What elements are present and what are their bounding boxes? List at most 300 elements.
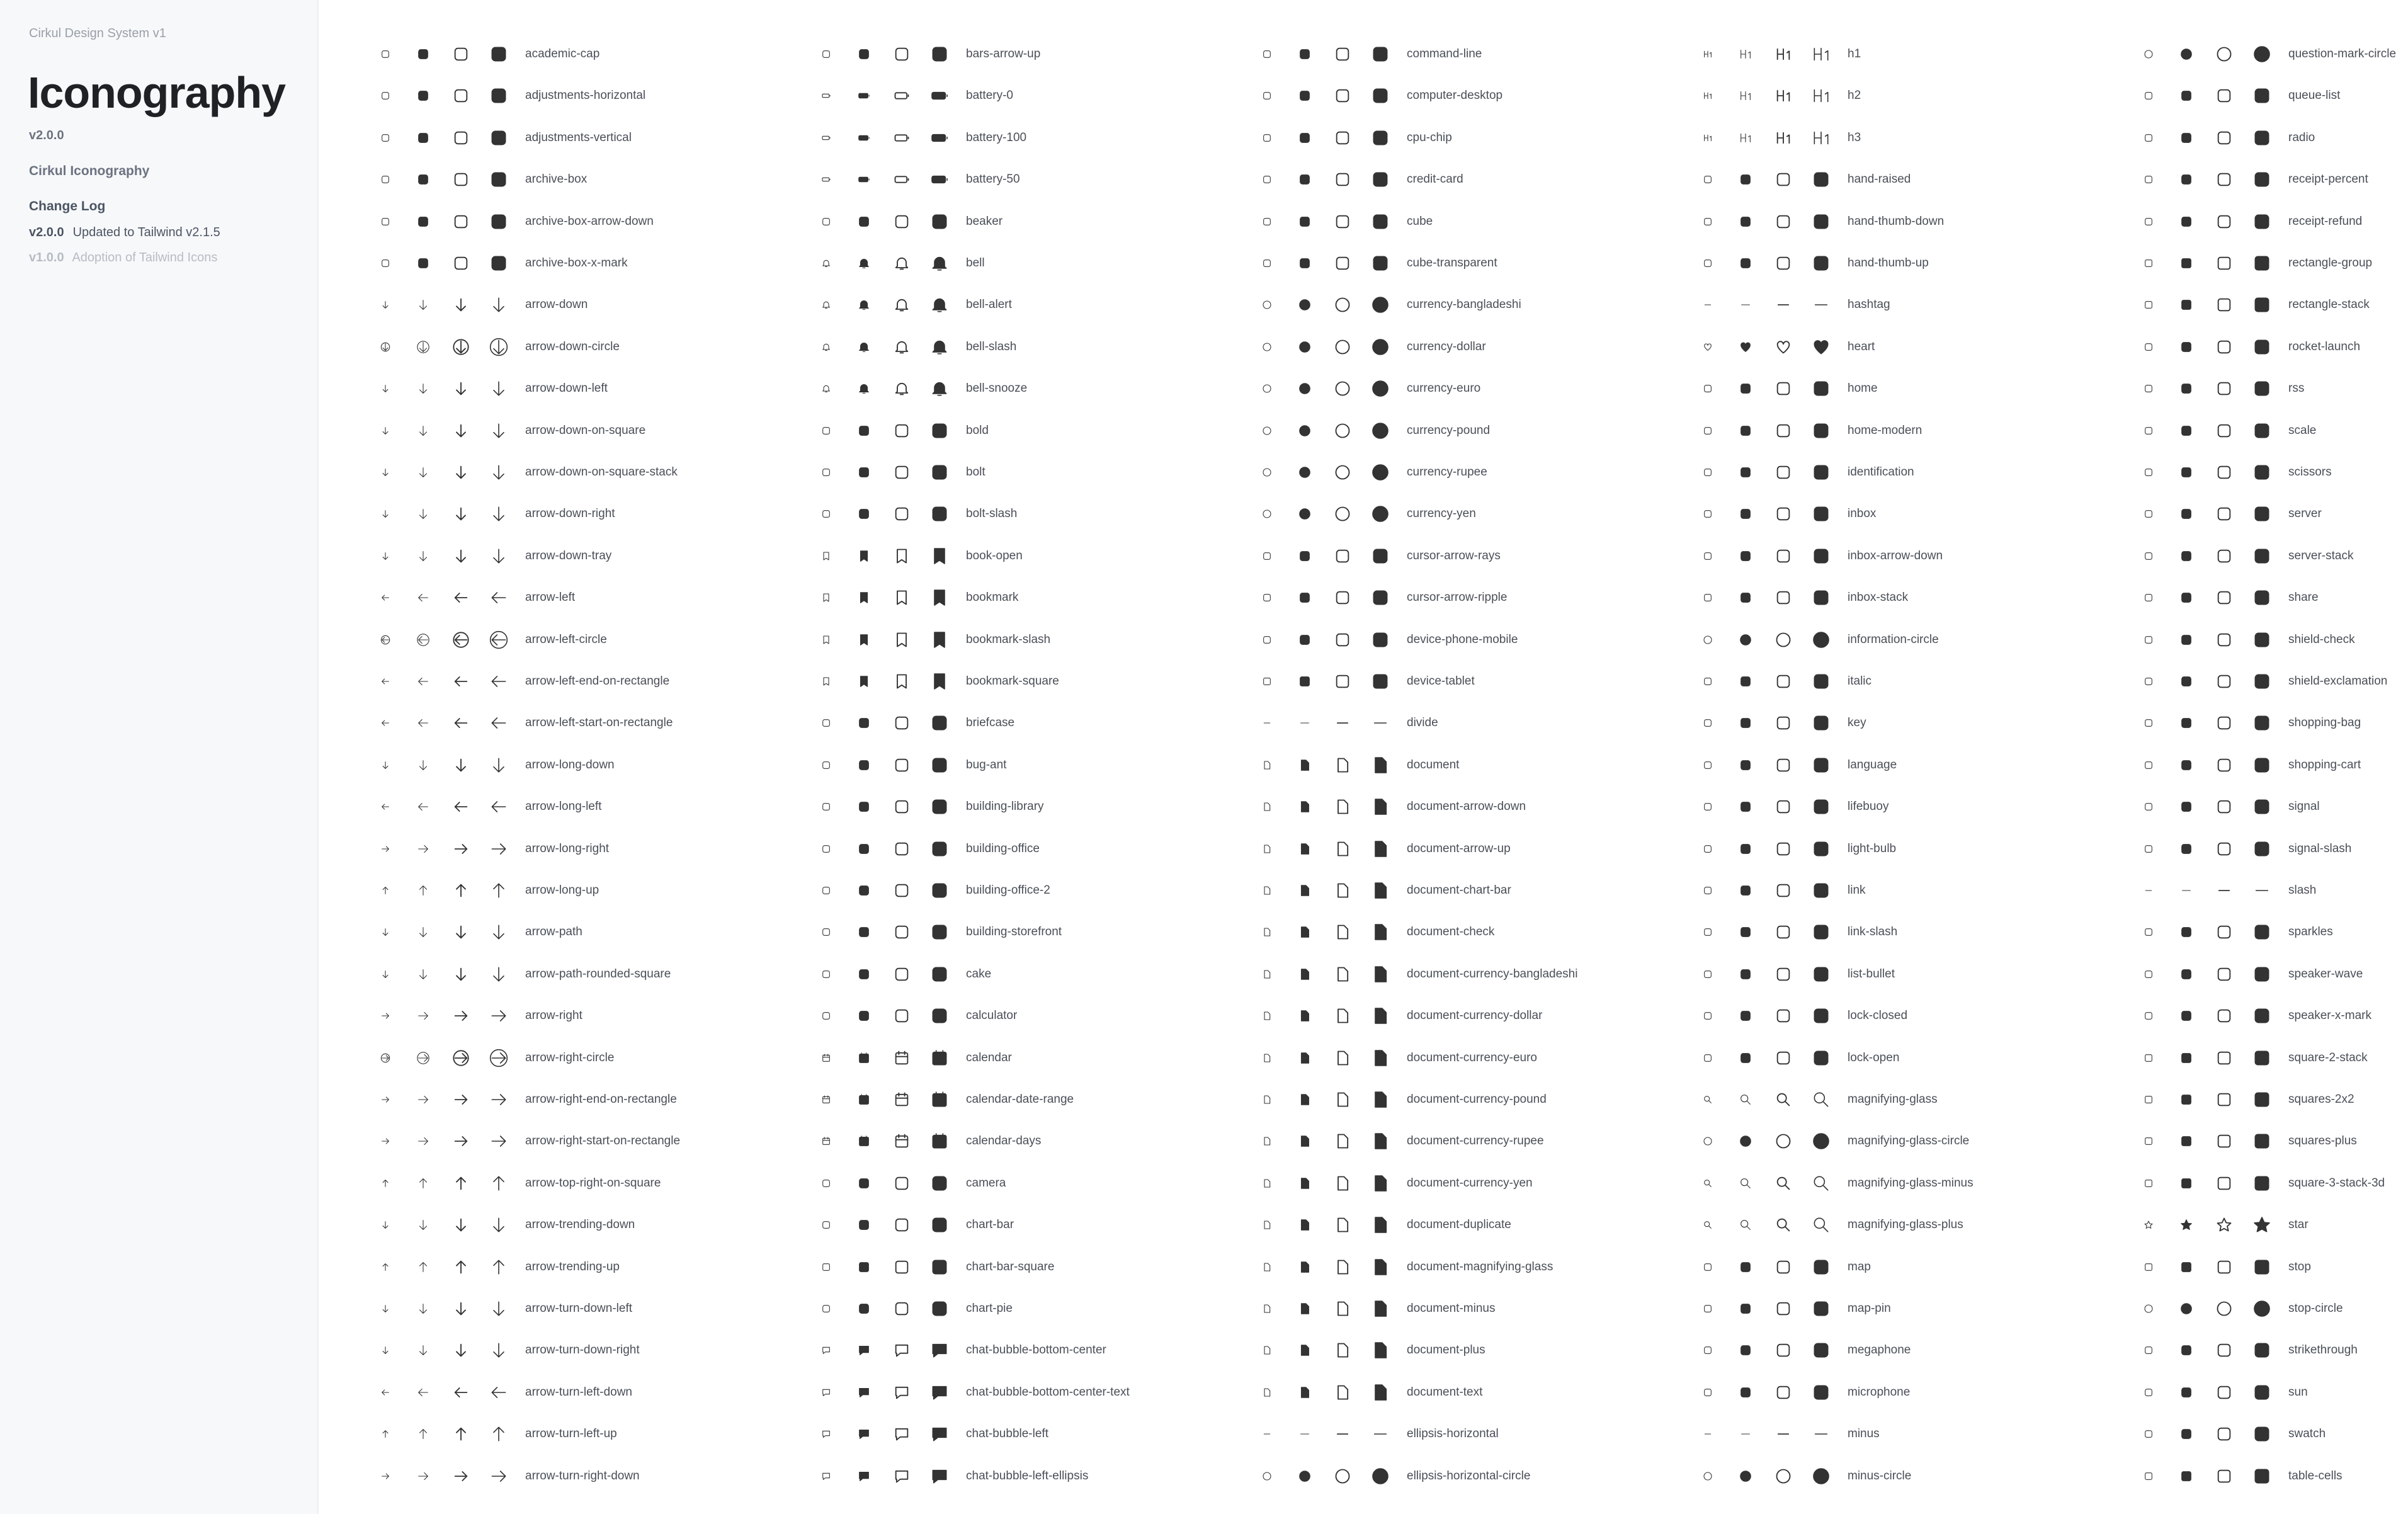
archive-box-arrow-down-icon[interactable] <box>486 209 511 234</box>
link-icon[interactable] <box>1733 878 1758 903</box>
arrow-long-left-icon[interactable] <box>373 794 398 819</box>
arrow-down-on-square-icon[interactable] <box>486 418 511 443</box>
squares-plus-icon[interactable] <box>2174 1129 2199 1154</box>
battery-100-icon[interactable] <box>851 125 877 151</box>
magnifying-glass-plus-icon[interactable] <box>1733 1212 1758 1238</box>
link-slash-icon[interactable] <box>1809 919 1834 945</box>
cursor-arrow-rays-icon[interactable] <box>1330 544 1355 569</box>
lock-closed-icon[interactable] <box>1809 1003 1834 1028</box>
bars-arrow-up-icon[interactable] <box>889 42 914 67</box>
link-icon[interactable] <box>1809 878 1834 903</box>
rectangle-stack-icon[interactable] <box>2136 292 2161 317</box>
italic-icon[interactable] <box>1695 669 1720 694</box>
arrow-right-end-on-rectangle-icon[interactable] <box>373 1087 398 1112</box>
document-icon[interactable] <box>1330 753 1355 778</box>
currency-rupee-icon[interactable] <box>1330 460 1355 485</box>
map-pin-icon[interactable] <box>1771 1296 1796 1321</box>
document-arrow-up-icon[interactable] <box>1368 836 1393 862</box>
arrow-turn-left-down-icon[interactable] <box>448 1380 474 1405</box>
square-3-stack-3d-icon[interactable] <box>2174 1171 2199 1196</box>
shield-check-icon[interactable] <box>2212 627 2237 652</box>
currency-euro-icon[interactable] <box>1292 376 1317 401</box>
microphone-icon[interactable] <box>1733 1380 1758 1405</box>
hand-raised-icon[interactable] <box>1809 167 1834 192</box>
arrow-left-circle-icon[interactable] <box>448 627 474 652</box>
document-arrow-up-icon[interactable] <box>1254 836 1280 862</box>
currency-pound-icon[interactable] <box>1292 418 1317 443</box>
hashtag-icon[interactable] <box>1733 292 1758 317</box>
document-arrow-down-icon[interactable] <box>1368 794 1393 819</box>
battery-100-icon[interactable] <box>814 125 839 151</box>
ellipsis-horizontal-circle-icon[interactable] <box>1368 1464 1393 1489</box>
arrow-turn-left-up-icon[interactable] <box>411 1421 436 1447</box>
bars-arrow-up-icon[interactable] <box>814 42 839 67</box>
stop-circle-icon[interactable] <box>2249 1296 2275 1321</box>
sidebar-item-iconography[interactable]: Cirkul Iconography <box>29 164 150 178</box>
bookmark-icon[interactable] <box>851 585 877 610</box>
scale-icon[interactable] <box>2212 418 2237 443</box>
arrow-right-circle-icon[interactable] <box>486 1045 511 1071</box>
arrow-long-left-icon[interactable] <box>448 794 474 819</box>
h1-icon[interactable] <box>1809 42 1834 67</box>
shield-check-icon[interactable] <box>2249 627 2275 652</box>
arrow-left-start-on-rectangle-icon[interactable] <box>373 710 398 736</box>
device-tablet-icon[interactable] <box>1368 669 1393 694</box>
camera-icon[interactable] <box>851 1171 877 1196</box>
scale-icon[interactable] <box>2174 418 2199 443</box>
battery-50-icon[interactable] <box>851 167 877 192</box>
device-phone-mobile-icon[interactable] <box>1292 627 1317 652</box>
queue-list-icon[interactable] <box>2174 83 2199 108</box>
swatch-icon[interactable] <box>2249 1421 2275 1447</box>
arrow-long-down-icon[interactable] <box>411 753 436 778</box>
arrow-down-on-square-stack-icon[interactable] <box>448 460 474 485</box>
home-icon[interactable] <box>1771 376 1796 401</box>
heart-icon[interactable] <box>1771 334 1796 360</box>
cube-transparent-icon[interactable] <box>1292 251 1317 276</box>
language-icon[interactable] <box>1695 753 1720 778</box>
square-2-stack-icon[interactable] <box>2136 1045 2161 1071</box>
calendar-days-icon[interactable] <box>889 1129 914 1154</box>
beaker-icon[interactable] <box>889 209 914 234</box>
bold-icon[interactable] <box>851 418 877 443</box>
arrow-right-end-on-rectangle-icon[interactable] <box>448 1087 474 1112</box>
arrow-down-icon[interactable] <box>486 292 511 317</box>
chat-bubble-bottom-center-icon[interactable] <box>927 1338 952 1363</box>
magnifying-glass-minus-icon[interactable] <box>1695 1171 1720 1196</box>
language-icon[interactable] <box>1809 753 1834 778</box>
list-bullet-icon[interactable] <box>1809 962 1834 987</box>
book-open-icon[interactable] <box>889 544 914 569</box>
chat-bubble-bottom-center-icon[interactable] <box>814 1338 839 1363</box>
light-bulb-icon[interactable] <box>1771 836 1796 862</box>
shopping-bag-icon[interactable] <box>2212 710 2237 736</box>
link-slash-icon[interactable] <box>1771 919 1796 945</box>
key-icon[interactable] <box>1733 710 1758 736</box>
chart-bar-square-icon[interactable] <box>814 1255 839 1280</box>
hand-thumb-down-icon[interactable] <box>1809 209 1834 234</box>
document-check-icon[interactable] <box>1330 919 1355 945</box>
arrow-trending-up-icon[interactable] <box>486 1255 511 1280</box>
h2-icon[interactable] <box>1771 83 1796 108</box>
signal-icon[interactable] <box>2212 794 2237 819</box>
beaker-icon[interactable] <box>927 209 952 234</box>
arrow-right-icon[interactable] <box>448 1003 474 1028</box>
currency-rupee-icon[interactable] <box>1368 460 1393 485</box>
table-cells-icon[interactable] <box>2249 1464 2275 1489</box>
bell-slash-icon[interactable] <box>889 334 914 360</box>
device-phone-mobile-icon[interactable] <box>1330 627 1355 652</box>
shopping-cart-icon[interactable] <box>2174 753 2199 778</box>
radio-icon[interactable] <box>2136 125 2161 151</box>
adjustments-vertical-icon[interactable] <box>411 125 436 151</box>
lock-closed-icon[interactable] <box>1771 1003 1796 1028</box>
document-currency-bangladeshi-icon[interactable] <box>1330 962 1355 987</box>
question-mark-circle-icon[interactable] <box>2174 42 2199 67</box>
ellipsis-horizontal-circle-icon[interactable] <box>1330 1464 1355 1489</box>
slash-icon[interactable] <box>2136 878 2161 903</box>
ellipsis-horizontal-icon[interactable] <box>1330 1421 1355 1447</box>
minus-circle-icon[interactable] <box>1771 1464 1796 1489</box>
shopping-bag-icon[interactable] <box>2174 710 2199 736</box>
arrow-trending-up-icon[interactable] <box>411 1255 436 1280</box>
arrow-down-on-square-icon[interactable] <box>411 418 436 443</box>
document-currency-dollar-icon[interactable] <box>1254 1003 1280 1028</box>
bell-alert-icon[interactable] <box>851 292 877 317</box>
cube-icon[interactable] <box>1292 209 1317 234</box>
calendar-days-icon[interactable] <box>814 1129 839 1154</box>
document-currency-rupee-icon[interactable] <box>1368 1129 1393 1154</box>
list-bullet-icon[interactable] <box>1771 962 1796 987</box>
building-office-icon[interactable] <box>927 836 952 862</box>
magnifying-glass-minus-icon[interactable] <box>1733 1171 1758 1196</box>
arrow-down-right-icon[interactable] <box>486 501 511 526</box>
inbox-stack-icon[interactable] <box>1809 585 1834 610</box>
battery-0-icon[interactable] <box>889 83 914 108</box>
sparkles-icon[interactable] <box>2212 919 2237 945</box>
information-circle-icon[interactable] <box>1733 627 1758 652</box>
h2-icon[interactable] <box>1809 83 1834 108</box>
document-currency-rupee-icon[interactable] <box>1330 1129 1355 1154</box>
currency-dollar-icon[interactable] <box>1368 334 1393 360</box>
computer-desktop-icon[interactable] <box>1330 83 1355 108</box>
megaphone-icon[interactable] <box>1771 1338 1796 1363</box>
academic-cap-icon[interactable] <box>373 42 398 67</box>
document-minus-icon[interactable] <box>1330 1296 1355 1321</box>
arrow-top-right-on-square-icon[interactable] <box>486 1171 511 1196</box>
cursor-arrow-rays-icon[interactable] <box>1254 544 1280 569</box>
chart-bar-icon[interactable] <box>814 1212 839 1238</box>
shield-exclamation-icon[interactable] <box>2136 669 2161 694</box>
chart-pie-icon[interactable] <box>851 1296 877 1321</box>
briefcase-icon[interactable] <box>927 710 952 736</box>
arrow-turn-left-up-icon[interactable] <box>373 1421 398 1447</box>
star-icon[interactable] <box>2249 1212 2275 1238</box>
arrow-left-icon[interactable] <box>411 585 436 610</box>
arrow-left-circle-icon[interactable] <box>373 627 398 652</box>
arrow-long-right-icon[interactable] <box>373 836 398 862</box>
document-currency-pound-icon[interactable] <box>1368 1087 1393 1112</box>
identification-icon[interactable] <box>1733 460 1758 485</box>
hand-thumb-down-icon[interactable] <box>1695 209 1720 234</box>
squares-2x2-icon[interactable] <box>2174 1087 2199 1112</box>
document-currency-pound-icon[interactable] <box>1330 1087 1355 1112</box>
list-bullet-icon[interactable] <box>1733 962 1758 987</box>
minus-circle-icon[interactable] <box>1695 1464 1720 1489</box>
bell-icon[interactable] <box>889 251 914 276</box>
adjustments-horizontal-icon[interactable] <box>373 83 398 108</box>
arrow-left-icon[interactable] <box>373 585 398 610</box>
arrow-down-tray-icon[interactable] <box>448 544 474 569</box>
arrow-path-rounded-square-icon[interactable] <box>448 962 474 987</box>
bell-icon[interactable] <box>851 251 877 276</box>
arrow-turn-down-right-icon[interactable] <box>448 1338 474 1363</box>
lifebuoy-icon[interactable] <box>1695 794 1720 819</box>
arrow-trending-down-icon[interactable] <box>448 1212 474 1238</box>
server-icon[interactable] <box>2212 501 2237 526</box>
arrow-right-circle-icon[interactable] <box>448 1045 474 1071</box>
divide-icon[interactable] <box>1368 710 1393 736</box>
currency-rupee-icon[interactable] <box>1292 460 1317 485</box>
question-mark-circle-icon[interactable] <box>2136 42 2161 67</box>
arrow-path-rounded-square-icon[interactable] <box>411 962 436 987</box>
device-tablet-icon[interactable] <box>1292 669 1317 694</box>
inbox-arrow-down-icon[interactable] <box>1733 544 1758 569</box>
heart-icon[interactable] <box>1809 334 1834 360</box>
bell-slash-icon[interactable] <box>814 334 839 360</box>
rocket-launch-icon[interactable] <box>2212 334 2237 360</box>
magnifying-glass-icon[interactable] <box>1809 1087 1834 1112</box>
arrow-long-right-icon[interactable] <box>486 836 511 862</box>
swatch-icon[interactable] <box>2212 1421 2237 1447</box>
stop-circle-icon[interactable] <box>2212 1296 2237 1321</box>
arrow-path-icon[interactable] <box>448 919 474 945</box>
shield-check-icon[interactable] <box>2174 627 2199 652</box>
arrow-down-on-square-stack-icon[interactable] <box>373 460 398 485</box>
hand-raised-icon[interactable] <box>1771 167 1796 192</box>
rocket-launch-icon[interactable] <box>2249 334 2275 360</box>
home-modern-icon[interactable] <box>1771 418 1796 443</box>
document-magnifying-glass-icon[interactable] <box>1254 1255 1280 1280</box>
squares-2x2-icon[interactable] <box>2212 1087 2237 1112</box>
arrow-left-start-on-rectangle-icon[interactable] <box>486 710 511 736</box>
signal-icon[interactable] <box>2136 794 2161 819</box>
server-stack-icon[interactable] <box>2249 544 2275 569</box>
ellipsis-horizontal-icon[interactable] <box>1368 1421 1393 1447</box>
document-currency-yen-icon[interactable] <box>1254 1171 1280 1196</box>
question-mark-circle-icon[interactable] <box>2249 42 2275 67</box>
chat-bubble-left-ellipsis-icon[interactable] <box>927 1464 952 1489</box>
bookmark-square-icon[interactable] <box>814 669 839 694</box>
bookmark-square-icon[interactable] <box>851 669 877 694</box>
megaphone-icon[interactable] <box>1695 1338 1720 1363</box>
briefcase-icon[interactable] <box>851 710 877 736</box>
speaker-wave-icon[interactable] <box>2136 962 2161 987</box>
currency-dollar-icon[interactable] <box>1330 334 1355 360</box>
h3-icon[interactable] <box>1695 125 1720 151</box>
inbox-arrow-down-icon[interactable] <box>1809 544 1834 569</box>
building-office-2-icon[interactable] <box>851 878 877 903</box>
document-chart-bar-icon[interactable] <box>1330 878 1355 903</box>
document-currency-euro-icon[interactable] <box>1292 1045 1317 1071</box>
chat-bubble-left-icon[interactable] <box>814 1421 839 1447</box>
key-icon[interactable] <box>1771 710 1796 736</box>
chart-pie-icon[interactable] <box>814 1296 839 1321</box>
building-office-icon[interactable] <box>851 836 877 862</box>
arrow-left-icon[interactable] <box>448 585 474 610</box>
rectangle-group-icon[interactable] <box>2136 251 2161 276</box>
arrow-left-circle-icon[interactable] <box>411 627 436 652</box>
inbox-icon[interactable] <box>1771 501 1796 526</box>
rectangle-stack-icon[interactable] <box>2249 292 2275 317</box>
sun-icon[interactable] <box>2249 1380 2275 1405</box>
arrow-right-icon[interactable] <box>486 1003 511 1028</box>
credit-card-icon[interactable] <box>1368 167 1393 192</box>
document-chart-bar-icon[interactable] <box>1368 878 1393 903</box>
bug-ant-icon[interactable] <box>851 753 877 778</box>
shopping-bag-icon[interactable] <box>2249 710 2275 736</box>
calendar-date-range-icon[interactable] <box>889 1087 914 1112</box>
home-modern-icon[interactable] <box>1695 418 1720 443</box>
table-cells-icon[interactable] <box>2136 1464 2161 1489</box>
arrow-down-on-square-icon[interactable] <box>448 418 474 443</box>
arrow-path-icon[interactable] <box>373 919 398 945</box>
arrow-turn-right-down-icon[interactable] <box>448 1464 474 1489</box>
arrow-down-on-square-icon[interactable] <box>373 418 398 443</box>
hashtag-icon[interactable] <box>1695 292 1720 317</box>
inbox-arrow-down-icon[interactable] <box>1771 544 1796 569</box>
arrow-down-circle-icon[interactable] <box>486 334 511 360</box>
information-circle-icon[interactable] <box>1771 627 1796 652</box>
receipt-percent-icon[interactable] <box>2136 167 2161 192</box>
bold-icon[interactable] <box>889 418 914 443</box>
lifebuoy-icon[interactable] <box>1733 794 1758 819</box>
changelog-heading[interactable]: Change Log <box>29 199 106 213</box>
scale-icon[interactable] <box>2136 418 2161 443</box>
cursor-arrow-ripple-icon[interactable] <box>1292 585 1317 610</box>
divide-icon[interactable] <box>1254 710 1280 736</box>
scale-icon[interactable] <box>2249 418 2275 443</box>
bookmark-slash-icon[interactable] <box>851 627 877 652</box>
document-text-icon[interactable] <box>1368 1380 1393 1405</box>
receipt-refund-icon[interactable] <box>2249 209 2275 234</box>
ellipsis-horizontal-icon[interactable] <box>1254 1421 1280 1447</box>
building-library-icon[interactable] <box>814 794 839 819</box>
building-library-icon[interactable] <box>851 794 877 819</box>
microphone-icon[interactable] <box>1771 1380 1796 1405</box>
arrow-trending-down-icon[interactable] <box>411 1212 436 1238</box>
document-currency-yen-icon[interactable] <box>1292 1171 1317 1196</box>
arrow-trending-down-icon[interactable] <box>486 1212 511 1238</box>
rocket-launch-icon[interactable] <box>2136 334 2161 360</box>
beaker-icon[interactable] <box>851 209 877 234</box>
bell-snooze-icon[interactable] <box>851 376 877 401</box>
speaker-wave-icon[interactable] <box>2212 962 2237 987</box>
speaker-x-mark-icon[interactable] <box>2136 1003 2161 1028</box>
arrow-down-left-icon[interactable] <box>486 376 511 401</box>
archive-box-icon[interactable] <box>486 167 511 192</box>
table-cells-icon[interactable] <box>2174 1464 2199 1489</box>
document-duplicate-icon[interactable] <box>1368 1212 1393 1238</box>
speaker-x-mark-icon[interactable] <box>2212 1003 2237 1028</box>
arrow-down-circle-icon[interactable] <box>411 334 436 360</box>
rss-icon[interactable] <box>2212 376 2237 401</box>
adjustments-vertical-icon[interactable] <box>486 125 511 151</box>
h3-icon[interactable] <box>1809 125 1834 151</box>
device-tablet-icon[interactable] <box>1254 669 1280 694</box>
minus-icon[interactable] <box>1771 1421 1796 1447</box>
stop-icon[interactable] <box>2174 1255 2199 1280</box>
magnifying-glass-circle-icon[interactable] <box>1695 1129 1720 1154</box>
hand-thumb-up-icon[interactable] <box>1809 251 1834 276</box>
calendar-icon[interactable] <box>814 1045 839 1071</box>
map-icon[interactable] <box>1809 1255 1834 1280</box>
document-currency-dollar-icon[interactable] <box>1292 1003 1317 1028</box>
battery-100-icon[interactable] <box>889 125 914 151</box>
cube-transparent-icon[interactable] <box>1368 251 1393 276</box>
lock-closed-icon[interactable] <box>1733 1003 1758 1028</box>
ellipsis-horizontal-icon[interactable] <box>1292 1421 1317 1447</box>
archive-box-x-mark-icon[interactable] <box>411 251 436 276</box>
document-duplicate-icon[interactable] <box>1254 1212 1280 1238</box>
bell-icon[interactable] <box>927 251 952 276</box>
bookmark-square-icon[interactable] <box>889 669 914 694</box>
lock-open-icon[interactable] <box>1809 1045 1834 1071</box>
arrow-long-down-icon[interactable] <box>448 753 474 778</box>
server-stack-icon[interactable] <box>2174 544 2199 569</box>
receipt-percent-icon[interactable] <box>2249 167 2275 192</box>
currency-dollar-icon[interactable] <box>1292 334 1317 360</box>
table-cells-icon[interactable] <box>2212 1464 2237 1489</box>
beaker-icon[interactable] <box>814 209 839 234</box>
bolt-icon[interactable] <box>851 460 877 485</box>
information-circle-icon[interactable] <box>1809 627 1834 652</box>
italic-icon[interactable] <box>1809 669 1834 694</box>
hand-thumb-down-icon[interactable] <box>1733 209 1758 234</box>
arrow-turn-down-right-icon[interactable] <box>373 1338 398 1363</box>
arrow-right-start-on-rectangle-icon[interactable] <box>448 1129 474 1154</box>
device-phone-mobile-icon[interactable] <box>1254 627 1280 652</box>
adjustments-horizontal-icon[interactable] <box>486 83 511 108</box>
strikethrough-icon[interactable] <box>2136 1338 2161 1363</box>
chart-bar-icon[interactable] <box>927 1212 952 1238</box>
bug-ant-icon[interactable] <box>814 753 839 778</box>
document-currency-pound-icon[interactable] <box>1292 1087 1317 1112</box>
sun-icon[interactable] <box>2212 1380 2237 1405</box>
hand-thumb-up-icon[interactable] <box>1771 251 1796 276</box>
calendar-icon[interactable] <box>889 1045 914 1071</box>
share-icon[interactable] <box>2249 585 2275 610</box>
bolt-slash-icon[interactable] <box>851 501 877 526</box>
arrow-long-down-icon[interactable] <box>373 753 398 778</box>
h1-icon[interactable] <box>1771 42 1796 67</box>
arrow-turn-left-down-icon[interactable] <box>411 1380 436 1405</box>
bolt-slash-icon[interactable] <box>814 501 839 526</box>
ellipsis-horizontal-circle-icon[interactable] <box>1254 1464 1280 1489</box>
arrow-down-right-icon[interactable] <box>448 501 474 526</box>
arrow-down-right-icon[interactable] <box>411 501 436 526</box>
arrow-right-end-on-rectangle-icon[interactable] <box>411 1087 436 1112</box>
link-slash-icon[interactable] <box>1695 919 1720 945</box>
home-modern-icon[interactable] <box>1809 418 1834 443</box>
arrow-down-tray-icon[interactable] <box>411 544 436 569</box>
receipt-refund-icon[interactable] <box>2174 209 2199 234</box>
square-2-stack-icon[interactable] <box>2249 1045 2275 1071</box>
radio-icon[interactable] <box>2174 125 2199 151</box>
minus-icon[interactable] <box>1809 1421 1834 1447</box>
battery-0-icon[interactable] <box>814 83 839 108</box>
arrow-right-start-on-rectangle-icon[interactable] <box>486 1129 511 1154</box>
